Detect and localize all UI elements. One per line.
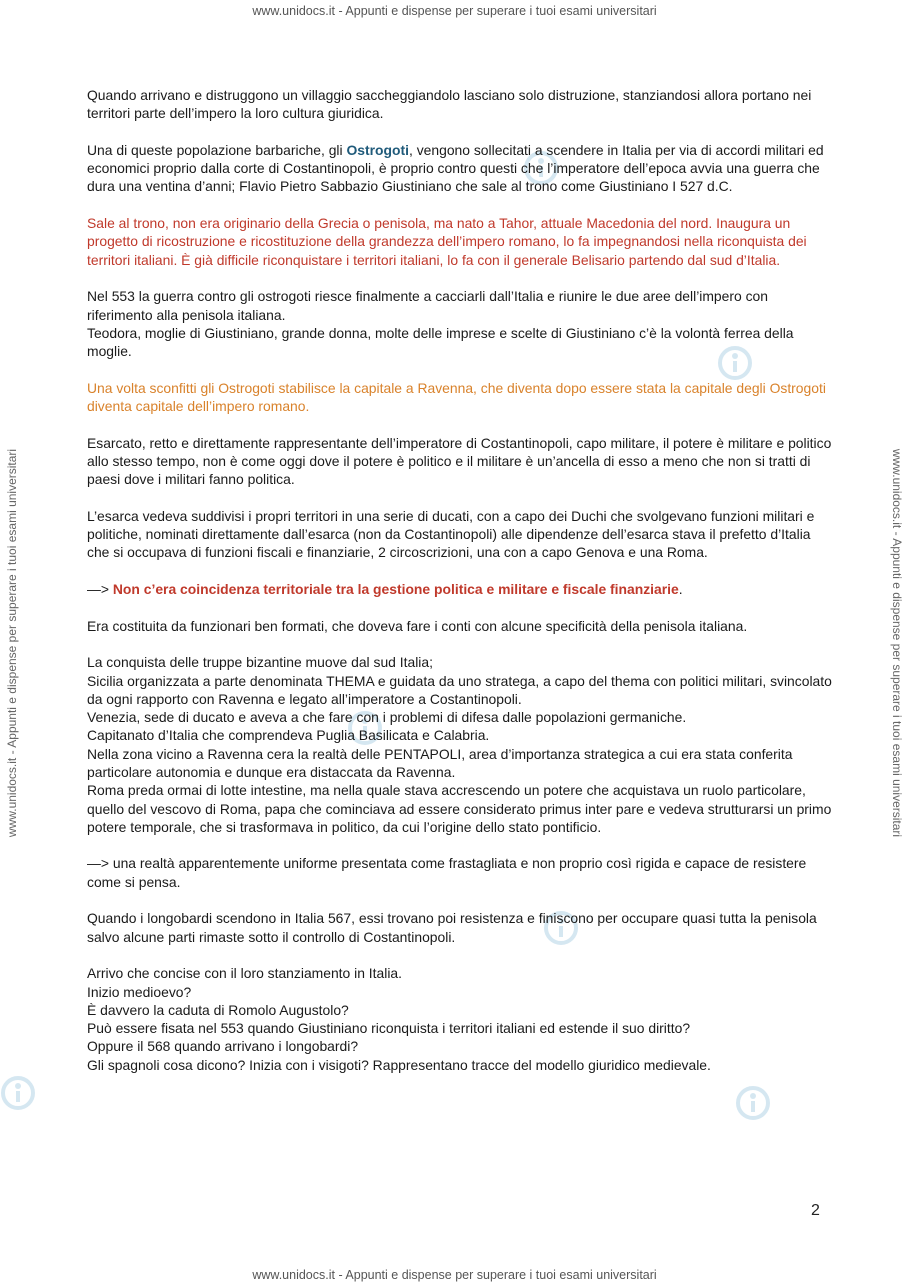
paragraph-line: Capitanato d’Italia che comprendeva Puglia Basilicata e Calabria. [87, 727, 490, 744]
paragraph: Quando arrivano e distruggono un villaggio saccheggiandolo lasciano solo distruzione, stanziandosi allora portano nei territori parte dell’impero la loro cultura giuridica. [87, 87, 812, 122]
highlight-ostrogoti: Ostrogoti [346, 141, 409, 158]
document-body [87, 86, 832, 1092]
paragraph-line: Gli spagnoli cosa dicono? Inizia con i visigoti? Rappresentano tracce del modello giuridico medievale. [87, 1056, 711, 1073]
paragraph-line: Venezia, sede di ducato e aveva a che fare con i problemi di difesa dalle popolazioni germaniche. [87, 709, 687, 726]
watermark-side-left: www.unidocs.it - Appunti e dispense per superare i tuoi esami universitari [5, 448, 19, 838]
paragraph-text: . [678, 581, 683, 598]
page-number: 2 [811, 1202, 820, 1219]
paragraph-line: Roma preda ormai di lotte intestine, ma nella quale stava accrescendo un potere che acquistava un ruolo particolare, quello del vescovo di Roma, papa che cominciava ad essere considerato primus inter pare e vedeva strutturarsi un primo potere temporale, che si trasformava in politico, da cui l’origine dello stato pontificio. [87, 782, 832, 835]
paragraph: Quando i longobardi scendono in Italia 567, essi trovano poi resistenza e finiscono per occupare quasi tutta la penisola salvo alcune parti rimaste sotto il controllo di Costantinopoli. [87, 910, 817, 945]
watermark-header: www.unidocs.it - Appunti e dispense per superare i tuoi esami universitari [252, 4, 657, 18]
paragraph [87, 141, 832, 196]
paragraph [87, 287, 832, 360]
watermark-logo-icon [0, 1075, 36, 1111]
paragraph [87, 580, 832, 598]
paragraph: Esarcato, retto e direttamente rappresentante dell’imperatore di Costantinopoli, capo militare, il potere è militare e politico allo stesso tempo, non è come oggi dove il potere è politico e il militare è un’ancella di esso a meno che non si tratti di paesi dove i militari fanno politica. [87, 434, 832, 488]
paragraph: —> una realtà apparentemente uniforme presentata come frastagliata e non proprio così rigida e capace de resistere come si pensa. [87, 855, 807, 890]
paragraph-line: La conquista delle truppe bizantine muove dal sud Italia; [87, 654, 433, 671]
paragraph-line: Oppure il 568 quando arrivano i longobardi? [87, 1038, 359, 1055]
paragraph [87, 964, 832, 1074]
paragraph-line: Nel 553 la guerra contro gli ostrogoti riesce finalmente a cacciarli dall’Italia e riunire le due aree dell’impero con riferimento alla penisola italiana. [87, 288, 768, 323]
paragraph-line: Nella zona vicino a Ravenna cera la realtà delle PENTAPOLI, area d’importanza strategica a cui era stata conferita particolare autonomia e dunque era distaccata da Ravenna. [87, 745, 793, 780]
watermark-footer: www.unidocs.it - Appunti e dispense per superare i tuoi esami universitari [252, 1268, 657, 1282]
paragraph-text: Una di queste popolazione barbariche, gli [87, 141, 347, 158]
paragraph-text: , vengono sollecitati a scendere in Italia per via di accordi militari ed economici proprio dalla corte di Costantinopoli, è proprio contro questi che l’imperatore dell’epoca avvia una guerra che dura una ventina d’anni; Flavio Pietro Sabbazio Giustiniano che sale al trono come Giustiniano I 527 d.C. [87, 141, 824, 195]
highlight-key-point: Non c’era coincidenza territoriale tra la gestione politica e militare e fiscale finanziarie [112, 581, 679, 598]
paragraph: L’esarca vedeva suddivisi i propri territori in una serie di ducati, con a capo dei Duchi che svolgevano funzioni militari e politiche, nominati direttamente dall’esarca (non da Costantinopoli) alle dipendenze dell’esarca stava il prefetto d’Italia che si occupava di funzioni fiscali e finanziarie, 2 circoscrizioni, una con a capo Genova e una Roma. [87, 507, 815, 561]
paragraph [87, 653, 832, 836]
paragraph: Era costituita da funzionari ben formati, che doveva fare i conti con alcune specificità della penisola italiana. [87, 617, 748, 634]
paragraph-red: Sale al trono, non era originario della Grecia o penisola, ma nato a Tahor, attuale Macedonia del nord. Inaugura un progetto di ricostruzione e ricostituzione della grandezza dell’impero romano, lo fa impegnandosi nella riconquista dei territori italiani. È già difficile riconquistare i territori italiani, lo fa con il generale Belisario partendo dal sud d’Italia. [87, 215, 807, 268]
arrow-text: —> [87, 581, 113, 598]
paragraph-line: Può essere fisata nel 553 quando Giustiniano riconquista i territori italiani ed estende il suo diritto? [87, 1020, 691, 1037]
paragraph-line: Inizio medioevo? [87, 983, 192, 1000]
paragraph-orange: Una volta sconfitti gli Ostrogoti stabilisce la capitale a Ravenna, che diventa dopo essere stata la capitale degli Ostrogoti diventa capitale dell’impero romano. [87, 379, 826, 415]
paragraph-line: È davvero la caduta di Romolo Augustolo? [87, 1001, 349, 1018]
paragraph-line: Sicilia organizzata a parte denominata THEMA e guidata da uno stratega, a capo del thema con politici militari, svincolato da ogni rapporto con Ravenna e legato all’imperatore a Costantinopoli. [87, 672, 832, 707]
paragraph-line: Teodora, moglie di Giustiniano, grande donna, molte delle imprese e scelte di Giustiniano c’è la volontà ferrea della moglie. [87, 324, 794, 360]
watermark-side-right: www.unidocs.it - Appunti e dispense per superare i tuoi esami universitari [890, 448, 904, 838]
paragraph-line: Arrivo che concise con il loro stanziamento in Italia. [87, 965, 403, 982]
